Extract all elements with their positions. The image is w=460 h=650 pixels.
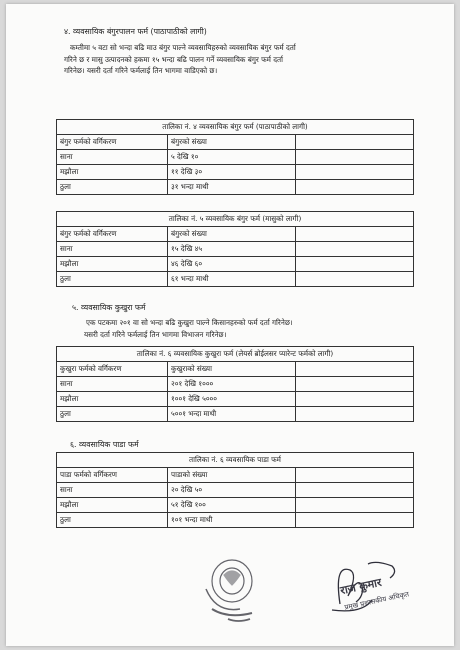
paragraph-line: गरिने छ र मासु उत्पादनको हकमा १५ भन्दा बढि पालन गर्ने व्यवसायिक बंगुर फर्म दर्ता bbox=[64, 54, 283, 64]
section-5-heading: ५. व्यवसायिक कुखुरा फर्म bbox=[72, 303, 146, 312]
table-row bbox=[57, 377, 414, 392]
table-header-row bbox=[57, 362, 414, 377]
column-header: बंगुरको संख्या bbox=[168, 227, 296, 242]
table-cell: साना bbox=[57, 377, 168, 392]
column-header: कुखुरा फर्मको वर्गिकरण bbox=[57, 362, 168, 377]
table-row bbox=[57, 165, 414, 180]
section-4-heading: ४. व्यवसायिक बंगुरपालन फर्म (पाठापाठीको लागी) bbox=[64, 27, 207, 36]
table-cell bbox=[296, 257, 414, 272]
table-cell bbox=[296, 180, 414, 195]
table-cell bbox=[296, 483, 414, 498]
table-cell: ५ देखि १० bbox=[168, 150, 296, 165]
table-cell: साना bbox=[57, 242, 168, 257]
official-seal-stamp bbox=[198, 549, 274, 631]
table-cell bbox=[296, 392, 414, 407]
table-cell bbox=[296, 150, 414, 165]
table-cell: ४६ देखि ६० bbox=[168, 257, 296, 272]
table-cell: मझौला bbox=[57, 257, 168, 272]
column-header bbox=[296, 135, 414, 150]
table-cell: मझौला bbox=[57, 498, 168, 513]
table-row bbox=[57, 242, 414, 257]
table-cell bbox=[296, 513, 414, 528]
table-cell: ठुला bbox=[57, 272, 168, 287]
paragraph-line: यसरी दर्ता गरिने फर्मलाई तिन भागमा विभाजन गरिनेछ। bbox=[84, 329, 227, 339]
pig-farm-table-meat bbox=[56, 211, 414, 287]
column-header bbox=[296, 227, 414, 242]
signature-stamp-name: राज कुमार bbox=[339, 575, 383, 598]
column-header: बंगुर फर्मको वर्गिकरण bbox=[57, 227, 168, 242]
column-header: बंगुरको संख्या bbox=[168, 135, 296, 150]
table-cell: साना bbox=[57, 483, 168, 498]
column-header bbox=[296, 362, 414, 377]
table-cell bbox=[296, 498, 414, 513]
table-cell: ठुला bbox=[57, 513, 168, 528]
table-header-row bbox=[57, 227, 414, 242]
table-row bbox=[57, 180, 414, 195]
table-cell: २०१ देखि १००० bbox=[168, 377, 296, 392]
section-6-heading: ६. व्यवसायिक पाडा फर्म bbox=[70, 440, 139, 449]
table-row bbox=[57, 513, 414, 528]
table-caption-row bbox=[57, 212, 414, 227]
table-cell: ५१ देखि १०० bbox=[168, 498, 296, 513]
poultry-farm-table bbox=[56, 346, 414, 422]
table-row bbox=[57, 392, 414, 407]
table-row bbox=[57, 150, 414, 165]
table-caption: तालिका नं. ५ व्यवसायिक बंगुर फर्म (मासुको लागी) bbox=[57, 212, 414, 227]
table-row bbox=[57, 257, 414, 272]
table-caption-row bbox=[57, 120, 414, 135]
table-row bbox=[57, 483, 414, 498]
table-header-row bbox=[57, 468, 414, 483]
table-cell: ११ देखि ३० bbox=[168, 165, 296, 180]
pig-farm-table-piglets bbox=[56, 119, 414, 195]
column-header bbox=[296, 468, 414, 483]
table-cell bbox=[296, 165, 414, 180]
column-header: बंगुर फर्मको वर्गिकरण bbox=[57, 135, 168, 150]
table-cell: १००१ देखि ५००० bbox=[168, 392, 296, 407]
table-row bbox=[57, 272, 414, 287]
table-cell: साना bbox=[57, 150, 168, 165]
table-cell: मझौला bbox=[57, 392, 168, 407]
table-cell: १५ देखि ४५ bbox=[168, 242, 296, 257]
column-header: कुखुराको संख्या bbox=[168, 362, 296, 377]
table-cell: ठुला bbox=[57, 407, 168, 422]
table-cell: मझौला bbox=[57, 165, 168, 180]
table-cell: १०१ भन्दा माथी bbox=[168, 513, 296, 528]
table-cell bbox=[296, 377, 414, 392]
table-caption-row bbox=[57, 347, 414, 362]
table-cell: २० देखि ५० bbox=[168, 483, 296, 498]
table-header-row bbox=[57, 135, 414, 150]
signature-stamp-designation: प्रमुख प्रशासकीय अधिकृत bbox=[343, 590, 410, 612]
table-cell bbox=[296, 407, 414, 422]
table-row bbox=[57, 407, 414, 422]
table-cell: ठुला bbox=[57, 180, 168, 195]
table-cell: ६१ भन्दा माथी bbox=[168, 272, 296, 287]
table-cell bbox=[296, 272, 414, 287]
paragraph-line: गरिनेछ। यसरी दर्ता गरिने फर्मलाई तिन भागमा वाडिएको छ। bbox=[64, 66, 218, 75]
table-cell bbox=[296, 242, 414, 257]
table-caption: तालिका नं. ६ व्यवसायिक कुखुरा फर्म (लेयर्स ब्रोईलसर प्यारेन्ट फर्मको लागी) bbox=[57, 347, 414, 362]
table-caption: तालिका नं. ४ व्यवसायिक बंगुर फर्म (पाठापाठीको लागी) bbox=[57, 120, 414, 135]
table-cell: ३१ भन्दा माथी bbox=[168, 180, 296, 195]
paragraph-line: कम्तीमा ५ वटा सो भन्दा बढि माउ बंगुर पाल्ने व्यवसायिहरुको व्यवसायिक बंगुर फर्म दर्ता bbox=[70, 43, 296, 52]
paragraph-line: एक पटकमा २०१ वा सो भन्दा बढि कुखुरा पाल्ने किसानहरुको फर्म दर्ता गरिनेछ। bbox=[86, 318, 293, 327]
document-page bbox=[6, 4, 454, 646]
table-caption: तालिका नं. ६ व्यवसायिक पाडा फर्म bbox=[57, 453, 414, 468]
column-header: पाडा फर्मको वर्गिकरण bbox=[57, 468, 168, 483]
column-header: पाडाको संख्या bbox=[168, 468, 296, 483]
table-caption-row bbox=[57, 453, 414, 468]
section-4-paragraph bbox=[64, 42, 296, 77]
calf-farm-table bbox=[56, 452, 414, 528]
section-5-paragraph bbox=[86, 317, 293, 340]
table-row bbox=[57, 498, 414, 513]
table-cell: ५००१ भन्दा माथी bbox=[168, 407, 296, 422]
